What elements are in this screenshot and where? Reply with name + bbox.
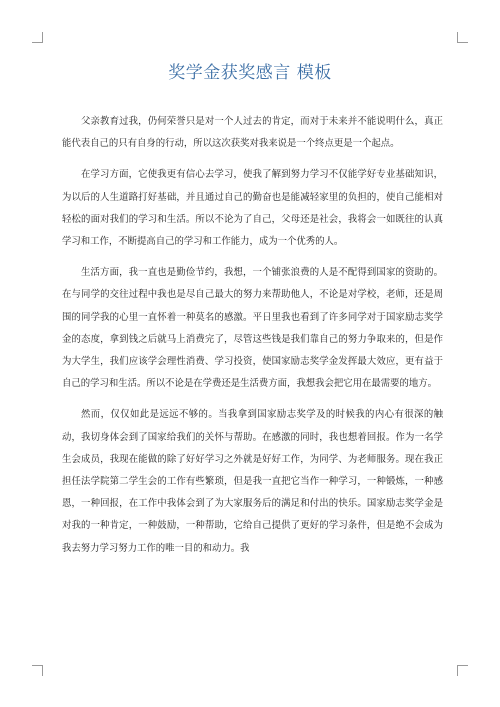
crop-mark-top-right: [457, 32, 468, 43]
crop-mark-bottom-left: [32, 665, 43, 676]
paragraph-3: 生活方面，我一直也是勤俭节约，我想，一个铺张浪费的人是不配得到国家的资助的。在与同学的交往过程中我也是尽自己最大的努力来帮助他人，不论是对学校，老师，还是周围的同学我的心里一直怀着一种莫名的感激。平日里我也看到了许多同学对于国家励志奖学金的态度，拿到钱之后就马上消费完了，尽管这些钱是我们靠自己的努力争取来的，但是作为大学生，我们应该学会理性消费、学习投资，使国家励志奖学金发挥最大效应，更有益于自己的学习和生活。所以不论是在学费还是生活费方面，我想我会把它用在最需要的地方。: [62, 267, 443, 390]
paragraph-4: 然而，仅仅如此是远远不够的。当我拿到国家励志奖学及的时候我的内心有很深的触动，我切身体会到了国家给我们的关怀与帮助。在感激的同时，我也想着回报。作为一名学生会成员，我现在能做的除了好好学习之外就是好好工作，为同学、为老师服务。现在我正担任法学院第二学生会的工作有些繁琐，但是我一直把它当作一种学习，一种锻炼，一种感恩，一种回报，在工作中我体会到了为大家服务后的满足和付出的快乐。国家励志奖学金是对我的一种肯定，一种鼓励，一种帮助，它给自己提供了更好的学习条件，但是绝不会成为我去努力学习努力工作的唯一目的和动力。我: [62, 409, 443, 554]
paragraph-1: 父亲教育过我，仍何荣誉只是对一个人过去的肯定，而对于未来并不能说明什么，真正能代表自己的只有自身的行动，所以这次获奖对我来说是一个终点更是一个起点。: [62, 116, 443, 150]
paragraph-2: 在学习方面，它使我更有信心去学习，使我了解到努力学习不仅能学好专业基础知识，为以后的人生道路打好基础，并且通过自己的勤奋也是能减轻家里的负担的，使自己能相对轻松的面对我们的学习和生活。所以不论为了自己，父母还是社会，我将会一如既往的认真学习和工作，不断提高自己的学习和工作能力，成为一个优秀的人。: [62, 169, 443, 248]
crop-mark-top-left: [32, 32, 43, 43]
document-title: 奖学金获奖感言 模板: [168, 63, 332, 83]
crop-mark-bottom-right: [457, 665, 468, 676]
document-body: [62, 111, 443, 569]
